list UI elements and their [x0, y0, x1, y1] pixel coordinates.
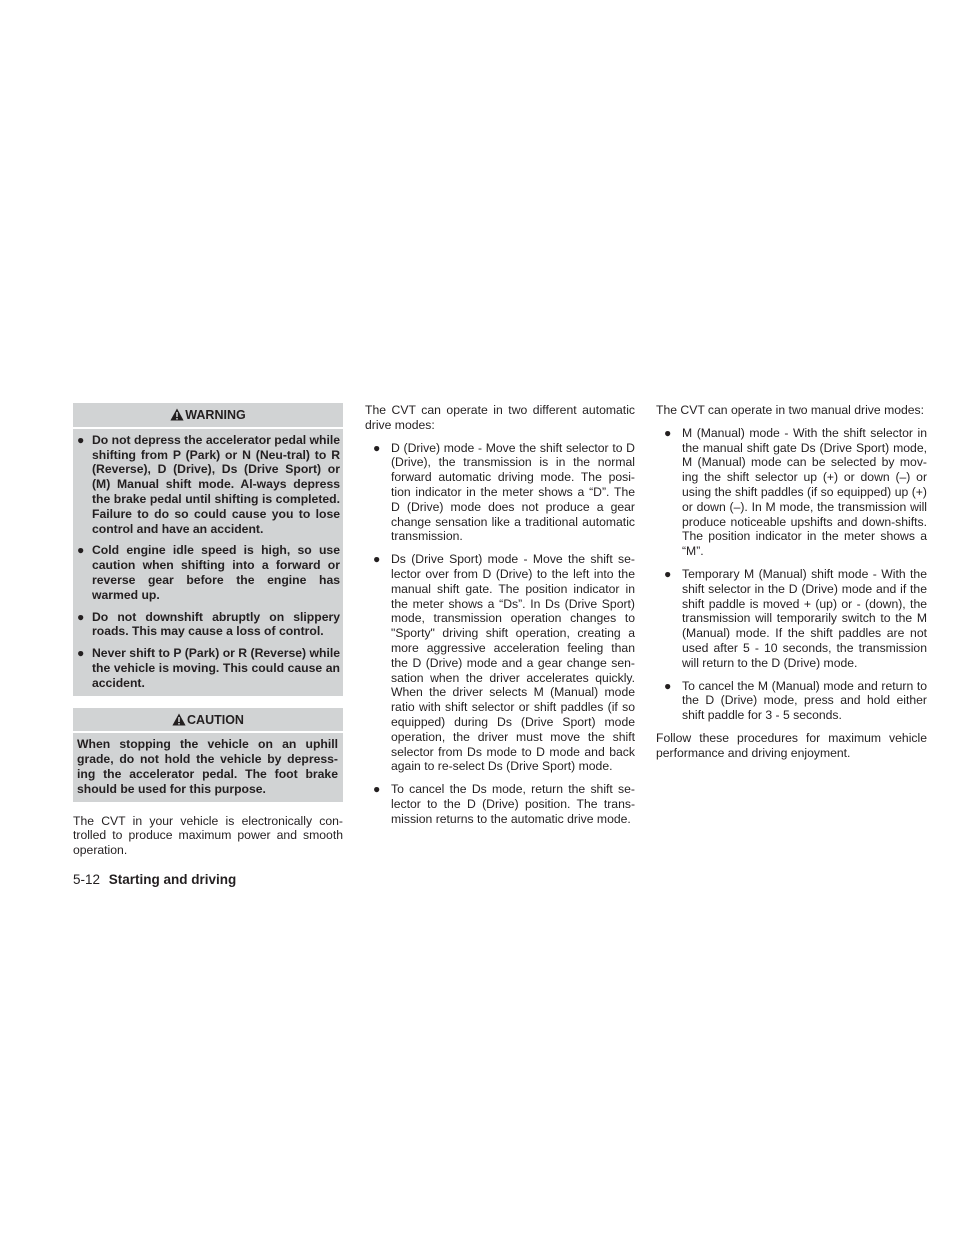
automatic-modes-list [365, 441, 635, 827]
manual-modes-intro: The CVT can operate in two manual drive modes: [656, 403, 925, 417]
warning-triangle-icon [172, 713, 186, 730]
caution-text: When stopping the vehicle on an uphill grade, do not hold the vehicle by depress-ing the accelerator pedal. The foot brake should be used for this purpose. [77, 737, 338, 796]
bullet-icon: ● [373, 440, 381, 455]
warning-item [77, 646, 340, 690]
bullet-icon: ● [77, 646, 85, 661]
list-item-text: To cancel the Ds mode, return the shift se-lector to the D (Drive) position. The trans-mission returns to the automatic drive mode. [391, 782, 635, 826]
cvt-intro-paragraph: The CVT in your vehicle is electronically con-trolled to produce maximum power and smooth operation. [73, 813, 343, 858]
manual-modes-list [656, 426, 927, 723]
warning-title: WARNING [185, 408, 246, 422]
bullet-icon: ● [664, 425, 672, 440]
warning-list [77, 433, 340, 691]
list-item-text: M (Manual) mode - With the shift selector in the manual shift gate Ds (Drive Sport) mode, M (Manual) mode can be selected by mov-ing the shift selector up (+) or down (–) or using the shift paddles (if so equipped) up (+) or down (–). In M mode, the transmission will produce noticeable upshifts and down-shifts. The position indicator in the meter shows a “M”. [682, 425, 927, 559]
warning-item-text: Do not downshift abruptly on slippery roads. This may cause a loss of control. [92, 609, 340, 639]
list-item-text: Ds (Drive Sport) mode - Move the shift se-lector over from D (Drive) to the left into the manual shift gate. The position indicator in the meter shows a “Ds”. In Ds (Drive Sport) mode, transmission operation changes to "Sporty" driving shift operation, creating a more aggressive acceleration feeling than the D (Drive) mode and a gear change sen-sation when the driver accelerates quickly. When the driver selects M (Manual) mode ratio with shift selector or shift paddles (if so equipped) during Ds (Drive Sport) mode operation, the driver must move the shift selector from Ds mode to D mode and back again to re-select Ds (Drive Sport) mode. [391, 552, 635, 774]
bullet-icon: ● [664, 566, 672, 581]
warning-triangle-icon [170, 408, 184, 425]
list-item [656, 679, 927, 723]
caution-title: CAUTION [187, 712, 244, 727]
automatic-modes-intro: The CVT can operate in two different automatic drive modes: [365, 403, 635, 432]
bullet-icon: ● [77, 543, 85, 558]
warning-item-text: Do not depress the accelerator pedal while shifting from P (Park) or N (Neu-tral) to R (Reverse), D (Drive), Ds (Drive Sport) or (M) Manual shift mode. Al-ways depress the brake pedal until shifting is completed. Failure to do so could cause you to lose control and have an accident. [92, 432, 340, 536]
column-middle [365, 403, 635, 835]
warning-item [77, 433, 340, 537]
page-footer [73, 872, 236, 887]
bullet-icon: ● [77, 609, 85, 624]
list-item [656, 567, 927, 671]
bullet-icon: ● [373, 782, 381, 797]
warning-item-text: Never shift to P (Park) or R (Reverse) while the vehicle is moving. This could cause an accident. [92, 646, 340, 690]
warning-title-bar [73, 405, 343, 429]
section-title: Starting and driving [108, 872, 237, 887]
bullet-icon: ● [373, 552, 381, 567]
warning-box [73, 403, 343, 696]
closing-paragraph: Follow these procedures for maximum vehicle performance and driving enjoyment. [656, 730, 927, 760]
warning-item-text: Cold engine idle speed is high, so use caution when shifting into a forward or reverse gear before the engine has warmed up. [92, 543, 340, 602]
bullet-icon: ● [77, 432, 85, 447]
list-item [365, 782, 635, 826]
bullet-icon: ● [664, 678, 672, 693]
column-left [73, 403, 343, 866]
list-item [365, 552, 635, 774]
page-number: 5-12 [73, 872, 101, 887]
list-item-text: D (Drive) mode - Move the shift selector to D (Drive), the transmission is in the normal forward automatic driving mode. The posi-tion indicator in the meter shows a “D”. The D (Drive) mode does not produce a gear change sensation like a traditional automatic transmission. [391, 440, 635, 544]
caution-box [73, 708, 343, 802]
list-item-text: To cancel the M (Manual) mode and return to the D (Drive) mode, press and hold either shift paddle for 3 - 5 seconds. [682, 678, 927, 723]
warning-item [77, 543, 340, 602]
column-right [656, 403, 927, 769]
list-item [656, 426, 927, 559]
caution-title-bar [73, 710, 343, 734]
list-item [365, 441, 635, 545]
warning-item [77, 610, 340, 640]
list-item-text: Temporary M (Manual) shift mode - With the shift selector in the D (Drive) mode and if the shift paddle is moved + (up) or - (down), the transmission will temporarily switch to the M (Manual) mode. If the shift paddles are not used after 5 - 10 seconds, the transmission will return to the D (Drive) mode. [682, 566, 927, 670]
